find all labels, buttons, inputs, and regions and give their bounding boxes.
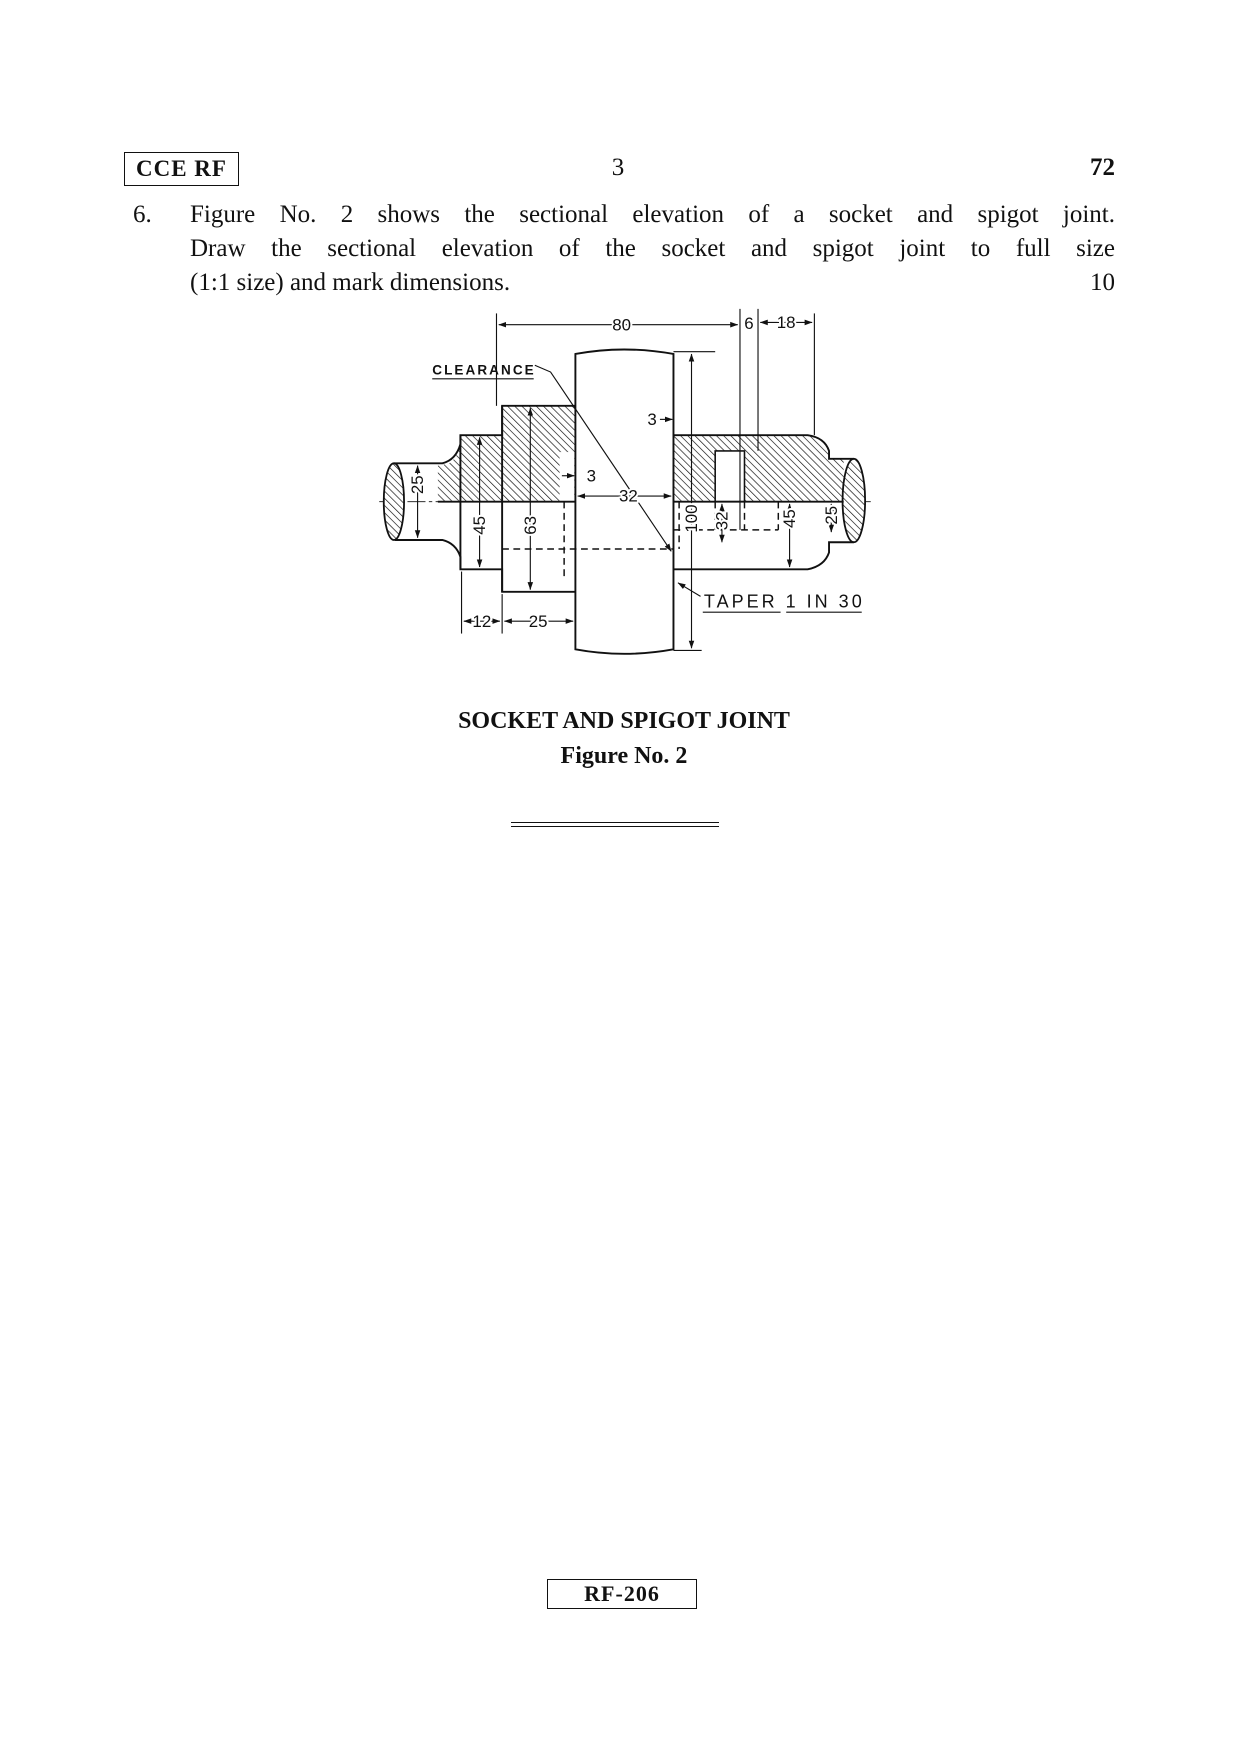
question-number: 6. — [133, 201, 152, 228]
footer-code: RF-206 — [584, 1581, 660, 1606]
socket-spigot-joint-drawing — [377, 302, 873, 663]
question-paper-number: 72 — [1090, 154, 1115, 181]
question-text-line-1: Figure No. 2 shows the sectional elevation of a socket and spigot joint. — [190, 201, 1115, 228]
page-number: 3 — [611, 154, 625, 181]
end-double-rule — [511, 822, 719, 827]
dim-label-6: 6 — [744, 314, 754, 334]
figure-number: Figure No. 2 — [560, 743, 688, 769]
figure-title: SOCKET AND SPIGOT JOINT — [458, 708, 790, 734]
dim-label-12: 12 — [472, 611, 492, 631]
paper-code: CCE RF — [136, 156, 227, 181]
taper-label: TAPER 1 IN 30 — [703, 591, 862, 612]
dim-label-100: 100 — [682, 504, 702, 533]
question-text-line-2: Draw the sectional elevation of the socket and spigot joint to full size — [190, 235, 1115, 262]
dim-label-clearance-side: 3 — [586, 466, 597, 486]
right-lower-outline — [673, 542, 853, 569]
dim-label-clearance-top: 3 — [647, 410, 657, 430]
dim-label-slot-32: 32 — [618, 486, 638, 506]
dim-label-right-32: 32 — [712, 511, 732, 531]
dim-label-18: 18 — [776, 313, 796, 333]
clearance-label: CLEARANCE — [432, 362, 534, 378]
question-text-line-3: (1:1 size) and mark dimensions. — [190, 269, 511, 296]
dim-label-left-25: 25 — [408, 475, 428, 495]
left-rod-break — [384, 463, 404, 540]
right-rod-break — [843, 459, 866, 542]
dim-label-left-45: 45 — [470, 515, 490, 535]
dim-label-bottom-25: 25 — [528, 611, 548, 631]
question-marks: 10 — [1090, 269, 1115, 296]
left-hatched-section — [438, 406, 576, 502]
dim-label-right-25: 25 — [821, 505, 841, 525]
dim-label-63: 63 — [520, 515, 540, 535]
left-slot-clearance — [560, 452, 575, 502]
dim-label-right-45: 45 — [780, 509, 800, 528]
dim-label-80: 80 — [612, 315, 632, 335]
taper-leader — [678, 583, 701, 597]
paper-code-box — [124, 152, 239, 186]
left-lower-outline — [395, 540, 575, 592]
footer-code-box — [547, 1579, 697, 1609]
